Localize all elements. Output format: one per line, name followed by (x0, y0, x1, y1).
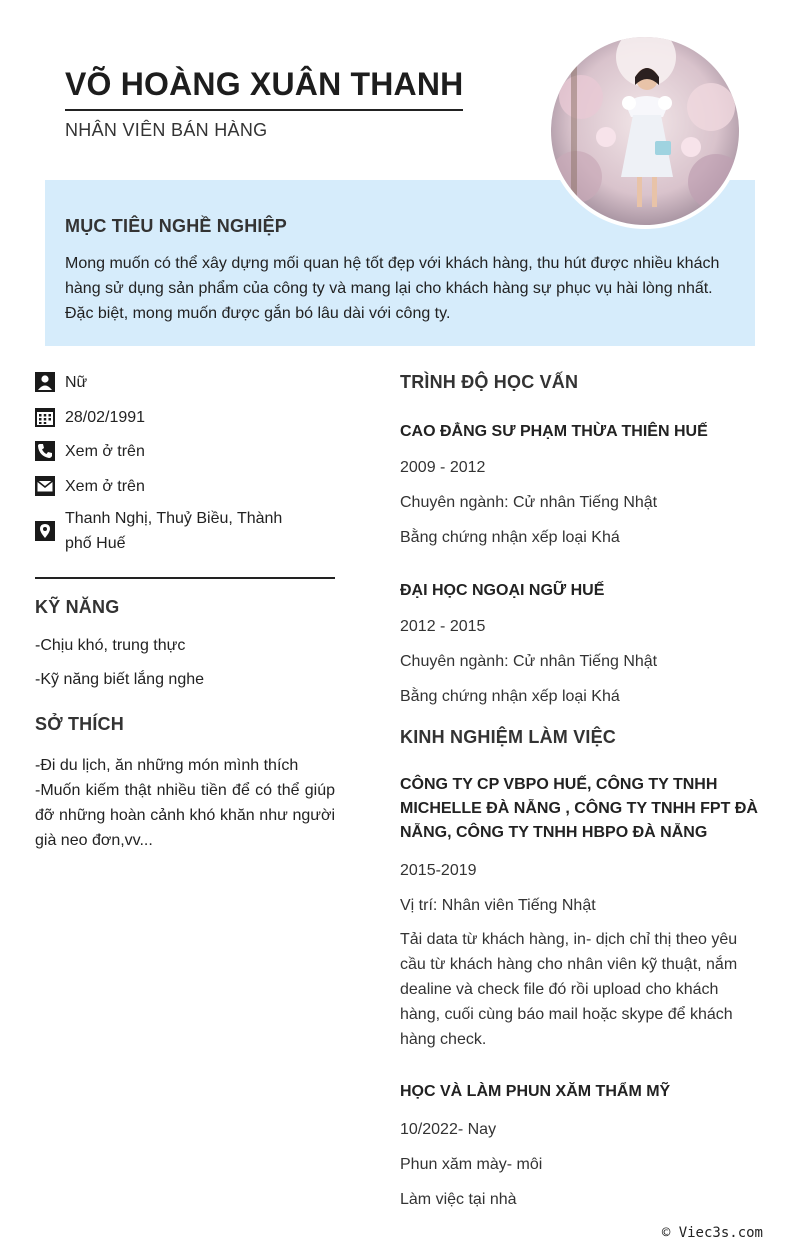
hobbies-section (35, 714, 335, 853)
person-icon (35, 372, 55, 392)
phone-row (35, 435, 335, 467)
profile-photo (547, 33, 743, 229)
address-value: Thanh Nghị, Thuỷ Biều, Thành phố Huế (65, 510, 283, 552)
school-period: 2012 - 2015 (400, 618, 486, 635)
gender-value: Nữ (65, 373, 88, 391)
education-section (400, 372, 758, 393)
hobby-item: -Đi du lịch, ăn những món mình thích (35, 757, 299, 774)
school-period: 2009 - 2012 (400, 459, 486, 476)
phone-value: Xem ở trên (65, 442, 145, 460)
company-name: HỌC VÀ LÀM PHUN XĂM THẨM MỸ (400, 1083, 671, 1100)
job-title: NHÂN VIÊN BÁN HÀNG (65, 120, 268, 140)
school-degree: Bằng chứng nhận xếp loại Khá (400, 529, 620, 546)
skill-item: -Kỹ năng biết lắng nghe (35, 671, 205, 688)
objective-text: Mong muốn có thể xây dựng mối quan hệ tốt đẹp với khách hàng, thu hút được nhiều khách hàng sử dụng sản phẩm của công ty và mang lại cho khách hàng sự phục vụ hài lòng nhất. Đặc biệt, mong muốn được gắn bó lâu dài với công ty. (65, 255, 720, 322)
school-name: ĐẠI HỌC NGOẠI NGỮ HUẾ (400, 582, 605, 599)
calendar-icon (35, 407, 55, 427)
left-divider (35, 577, 335, 579)
job-description: Tải data từ khách hàng, in- dịch chỉ thị theo yêu cầu từ khách hàng cho nhân viên kỹ thuật, nắm dealine và check file đó rồi upload cho khách hàng, cuối cùng báo mail hoặc skype để khách hàng check. (400, 931, 738, 1048)
job-role: Phun xăm mày- môi (400, 1156, 543, 1173)
skills-section (35, 597, 335, 692)
hobbies-title: SỞ THÍCH (35, 714, 124, 734)
experience-section (400, 727, 758, 748)
skills-title: KỸ NĂNG (35, 597, 120, 617)
education-title: TRÌNH ĐỘ HỌC VẤN (400, 372, 579, 392)
gender-row (35, 366, 335, 398)
birthday-value: 28/02/1991 (65, 408, 146, 426)
experience-title: KINH NGHIỆM LÀM VIỆC (400, 727, 617, 747)
email-row (35, 470, 335, 502)
candidate-name: VÕ HOÀNG XUÂN THANH (65, 66, 463, 111)
experience-entry (400, 773, 758, 1052)
job-description: Làm việc tại nhà (400, 1191, 517, 1208)
job-period: 10/2022- Nay (400, 1121, 497, 1138)
skill-item: -Chịu khó, trung thực (35, 637, 186, 654)
job-role: Vị trí: Nhân viên Tiếng Nhật (400, 897, 596, 914)
education-entry (400, 420, 758, 550)
hobby-item: -Muốn kiếm thật nhiều tiền để có thể giúp đỡ những hoàn cảnh khó khăn như người già neo đơn,vv... (35, 782, 335, 849)
school-name: CAO ĐẲNG SƯ PHẠM THỪA THIÊN HUẾ (400, 423, 708, 440)
school-major: Chuyên ngành: Cử nhân Tiếng Nhật (400, 494, 658, 511)
education-entry (400, 579, 758, 709)
experience-entry (400, 1080, 758, 1212)
objective-title: MỤC TIÊU NGHỀ NGHIỆP (65, 216, 288, 236)
phone-icon (35, 441, 55, 461)
mail-icon (35, 476, 55, 496)
location-pin-icon (35, 521, 55, 541)
watermark: © Viec3s.com (661, 1225, 763, 1241)
school-major: Chuyên ngành: Cử nhân Tiếng Nhật (400, 653, 658, 670)
birthday-row (35, 401, 335, 433)
company-name: CÔNG TY CP VBPO HUẾ, CÔNG TY TNHH MICHELLE ĐÀ NẴNG , CÔNG TY TNHH FPT ĐÀ NẴNG, CÔNG TY TNHH HBPO ĐÀ NẴNG (400, 776, 758, 841)
contact-info (35, 366, 335, 556)
school-degree: Bằng chứng nhận xếp loại Khá (400, 688, 620, 705)
address-row (35, 506, 335, 556)
job-period: 2015-2019 (400, 862, 477, 879)
profile-photo-image (551, 37, 739, 225)
email-value: Xem ở trên (65, 477, 145, 495)
